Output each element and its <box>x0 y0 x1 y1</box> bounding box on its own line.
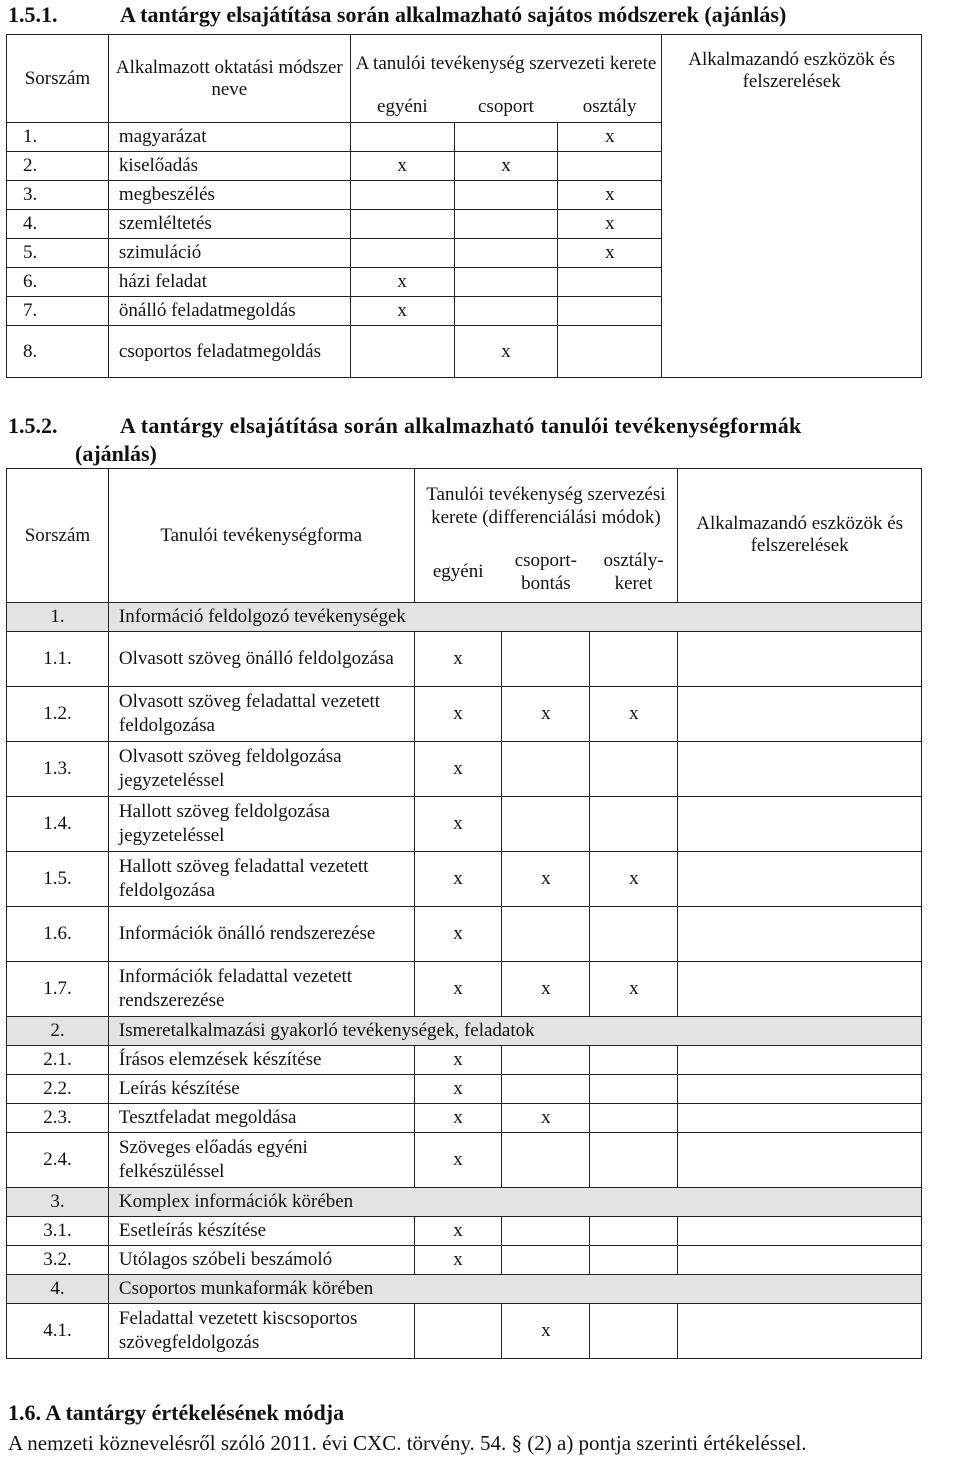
class-mark: x <box>590 852 678 907</box>
table-row <box>7 797 922 852</box>
individual-mark: x <box>414 907 502 962</box>
group-name: Komplex információk körében <box>108 1188 921 1217</box>
method-name: szimuláció <box>108 239 350 268</box>
method-name: megbeszélés <box>108 181 350 210</box>
header-group: csoport <box>454 93 558 123</box>
row-number: 2. <box>7 152 109 181</box>
group-row <box>7 1017 922 1046</box>
row-number: 2.1. <box>7 1046 109 1075</box>
header-group-split: csoport-bontás <box>502 543 590 603</box>
row-number: 4.1. <box>7 1304 109 1359</box>
class-mark <box>558 297 662 326</box>
tools-cell <box>678 1046 922 1075</box>
group-row <box>7 603 922 632</box>
tools-cell <box>678 687 922 742</box>
activity-name: Szöveges előadás egyéni felkészüléssel <box>108 1133 414 1188</box>
class-mark: x <box>590 962 678 1017</box>
individual-mark: x <box>350 152 454 181</box>
group-mark <box>502 1133 590 1188</box>
class-mark: x <box>590 687 678 742</box>
activity-name: Hallott szöveg feldolgozása jegyzeteléssel <box>108 797 414 852</box>
row-number: 1.7. <box>7 962 109 1017</box>
section-1-5-2-heading <box>8 413 952 439</box>
group-mark <box>454 210 558 239</box>
header-class: osztály <box>558 93 662 123</box>
group-mark: x <box>454 326 558 378</box>
group-mark <box>454 239 558 268</box>
table-row <box>7 632 922 687</box>
row-number: 1.1. <box>7 632 109 687</box>
class-mark <box>590 907 678 962</box>
activity-name: Leírás készítése <box>108 1075 414 1104</box>
row-number: 3. <box>7 181 109 210</box>
activity-name: Tesztfeladat megoldása <box>108 1104 414 1133</box>
activity-name: Olvasott szöveg feladattal vezetett feldolgozása <box>108 687 414 742</box>
group-number: 4. <box>7 1275 109 1304</box>
method-name: önálló feladatmegoldás <box>108 297 350 326</box>
group-mark <box>454 297 558 326</box>
group-mark: x <box>454 152 558 181</box>
group-number: 3. <box>7 1188 109 1217</box>
individual-mark: x <box>414 797 502 852</box>
table-row <box>7 907 922 962</box>
methods-table <box>6 34 922 378</box>
group-mark <box>502 1046 590 1075</box>
group-number: 1. <box>7 603 109 632</box>
group-mark <box>502 1246 590 1275</box>
individual-mark: x <box>414 1046 502 1075</box>
section-number: 1.5.1. <box>8 2 58 27</box>
activity-name: Hallott szöveg feladattal vezetett feldolgozása <box>108 852 414 907</box>
individual-mark <box>350 181 454 210</box>
tools-cell <box>678 1133 922 1188</box>
class-mark <box>590 1075 678 1104</box>
row-number: 1.5. <box>7 852 109 907</box>
section-title-line2: (ajánlás) <box>75 441 157 466</box>
class-mark: x <box>558 239 662 268</box>
individual-mark: x <box>414 1217 502 1246</box>
group-row <box>7 1188 922 1217</box>
activity-name: Utólagos szóbeli beszámoló <box>108 1246 414 1275</box>
class-mark: x <box>558 123 662 152</box>
individual-mark <box>350 239 454 268</box>
header-method-name: Alkalmazott oktatási módszer neve <box>108 35 350 123</box>
individual-mark: x <box>414 742 502 797</box>
section-title: A tantárgy elsajátítása során alkalmazható sajátos módszerek (ajánlás) <box>120 2 787 27</box>
group-row <box>7 1275 922 1304</box>
row-number: 1.4. <box>7 797 109 852</box>
table-row <box>7 1046 922 1075</box>
row-number: 8. <box>7 326 109 378</box>
activity-name: Írásos elemzések készítése <box>108 1046 414 1075</box>
method-name: szemléltetés <box>108 210 350 239</box>
group-mark: x <box>502 687 590 742</box>
tools-cell <box>678 1075 922 1104</box>
tools-cell <box>678 1217 922 1246</box>
header-activity-frame: A tanulói tevékenység szervezeti kerete <box>350 35 662 93</box>
group-mark <box>454 181 558 210</box>
group-mark <box>502 632 590 687</box>
group-mark <box>502 797 590 852</box>
header-tools: Alkalmazandó eszközök és felszerelések <box>662 35 922 378</box>
class-mark: x <box>558 210 662 239</box>
header-class-frame: osztály-keret <box>590 543 678 603</box>
tools-cell <box>678 1246 922 1275</box>
row-number: 3.2. <box>7 1246 109 1275</box>
row-number: 1.3. <box>7 742 109 797</box>
activity-name: Olvasott szöveg feldolgozása jegyzeteléssel <box>108 742 414 797</box>
activity-name: Információk önálló rendszerezése <box>108 907 414 962</box>
group-name: Ismeretalkalmazási gyakorló tevékenységek, feladatok <box>108 1017 921 1046</box>
header-sorszam: Sorszám <box>7 469 109 603</box>
individual-mark <box>414 1304 502 1359</box>
activity-name: Információk feladattal vezetett rendszerezése <box>108 962 414 1017</box>
table-row <box>7 962 922 1017</box>
tools-cell <box>678 742 922 797</box>
table-row <box>7 687 922 742</box>
row-number: 2.4. <box>7 1133 109 1188</box>
group-mark <box>502 1217 590 1246</box>
class-mark <box>590 1046 678 1075</box>
method-name: házi feladat <box>108 268 350 297</box>
class-mark <box>558 326 662 378</box>
individual-mark: x <box>414 1133 502 1188</box>
tools-cell <box>678 632 922 687</box>
individual-mark: x <box>414 1075 502 1104</box>
class-mark <box>558 268 662 297</box>
group-mark <box>454 268 558 297</box>
header-tools: Alkalmazandó eszközök és felszerelések <box>678 469 922 603</box>
row-number: 1.6. <box>7 907 109 962</box>
row-number: 5. <box>7 239 109 268</box>
section-1-5-1-heading <box>8 2 952 28</box>
row-number: 7. <box>7 297 109 326</box>
tools-cell <box>678 907 922 962</box>
table-row <box>7 852 922 907</box>
individual-mark: x <box>414 632 502 687</box>
section-title: A tantárgy elsajátítása során alkalmazható tanulói tevékenységformák <box>120 413 802 438</box>
individual-mark: x <box>414 1104 502 1133</box>
individual-mark: x <box>414 852 502 907</box>
individual-mark: x <box>350 297 454 326</box>
class-mark <box>590 1133 678 1188</box>
header-organization-frame: Tanulói tevékenység szervezési kerete (differenciálási módok) <box>414 469 678 543</box>
individual-mark: x <box>414 687 502 742</box>
group-name: Információ feldolgozó tevékenységek <box>108 603 921 632</box>
individual-mark <box>350 123 454 152</box>
header-activity-form: Tanulói tevékenységforma <box>108 469 414 603</box>
assessment-text: A nemzeti köznevelésről szóló 2011. évi CXC. törvény. 54. § (2) a) pontja szerinti értékeléssel. <box>8 1431 807 1455</box>
activity-name: Esetleírás készítése <box>108 1217 414 1246</box>
tools-cell <box>678 852 922 907</box>
group-mark: x <box>502 1104 590 1133</box>
method-name: csoportos feladatmegoldás <box>108 326 350 378</box>
row-number: 1.2. <box>7 687 109 742</box>
activity-name: Olvasott szöveg önálló feldolgozása <box>108 632 414 687</box>
group-mark: x <box>502 1304 590 1359</box>
section-title: A tantárgy értékelésének módja <box>45 1400 345 1425</box>
group-mark <box>454 123 558 152</box>
individual-mark <box>350 326 454 378</box>
group-mark: x <box>502 852 590 907</box>
individual-mark: x <box>414 1246 502 1275</box>
section-number: 1.6. <box>8 1400 41 1425</box>
group-mark <box>502 1075 590 1104</box>
section-number: 1.5.2. <box>8 413 58 438</box>
class-mark <box>590 632 678 687</box>
tools-cell <box>678 1104 922 1133</box>
class-mark <box>558 152 662 181</box>
individual-mark: x <box>414 962 502 1017</box>
table-row <box>7 1246 922 1275</box>
row-number: 2.3. <box>7 1104 109 1133</box>
activity-forms-table <box>6 468 922 1359</box>
header-individual: egyéni <box>350 93 454 123</box>
row-number: 1. <box>7 123 109 152</box>
method-name: kiselőadás <box>108 152 350 181</box>
group-name: Csoportos munkaformák körében <box>108 1275 921 1304</box>
class-mark: x <box>558 181 662 210</box>
table-row <box>7 1304 922 1359</box>
header-individual: egyéni <box>414 543 502 603</box>
activity-name: Feladattal vezetett kiscsoportos szövegfeldolgozás <box>108 1304 414 1359</box>
tools-cell <box>678 797 922 852</box>
individual-mark <box>350 210 454 239</box>
row-number: 2.2. <box>7 1075 109 1104</box>
table-row <box>7 1075 922 1104</box>
header-sorszam: Sorszám <box>7 35 109 123</box>
tools-cell <box>678 1304 922 1359</box>
table-row <box>7 742 922 797</box>
row-number: 4. <box>7 210 109 239</box>
table-row <box>7 1104 922 1133</box>
table-row <box>7 1217 922 1246</box>
row-number: 6. <box>7 268 109 297</box>
group-number: 2. <box>7 1017 109 1046</box>
table-row <box>7 1133 922 1188</box>
class-mark <box>590 1246 678 1275</box>
section-1-6-heading <box>8 1400 952 1426</box>
group-mark: x <box>502 962 590 1017</box>
class-mark <box>590 1304 678 1359</box>
row-number: 3.1. <box>7 1217 109 1246</box>
tools-cell <box>678 962 922 1017</box>
method-name: magyarázat <box>108 123 350 152</box>
class-mark <box>590 742 678 797</box>
class-mark <box>590 1104 678 1133</box>
group-mark <box>502 742 590 797</box>
class-mark <box>590 1217 678 1246</box>
individual-mark: x <box>350 268 454 297</box>
class-mark <box>590 797 678 852</box>
group-mark <box>502 907 590 962</box>
